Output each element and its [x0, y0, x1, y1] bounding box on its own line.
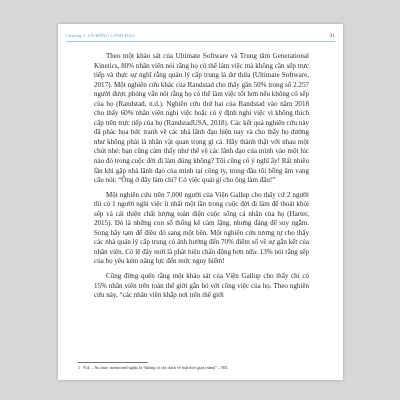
- paragraph: Một nghiên cứu trên 7.000 người của Viện Gallup cho thấy cứ 2 người thì có 1 người nghỉ việc ít nhất một lần trong cuộc đời đi làm để thoát khỏi sếp và cải thiện chất lượng toàn diện cuộc sống cá nhân của họ (Harter, 2015). Đó là những con số thống kê cảm lặng, nhưng đáng để suy ngẫm. Song hãy tạm để điều đó sang một bên. Một nghiên cứu tương tự cho thấy các nhà quản lý cấp trung có ảnh hưởng đến 70% điểm số về sự gắn kết của nhân viên. Có lẽ đây mới là phát hiện chấn động hơn nữa: 13% nói rằng sếp của họ yêu kém năng lực đến mức nguy hiểm!: [94, 190, 309, 266]
- footnote-number: 1: [78, 365, 81, 370]
- footnote-text: N.d. – No date: mentioned nghĩa là “không có chỉ thích về mặt thời gian (năm)” – ND.: [83, 365, 229, 370]
- page-number: 31: [329, 33, 335, 39]
- paragraph: Theo một khảo sát của Ultimate Software và Trung tâm Generational Kinetics, 80% nhân viên nói rằng họ có thể làm việc mà không cần sếp trực tiếp và thực sự nghĩ rằng quản lý cấp trung là dư thừa (Ultimate Software, 2017). Một nghiên cứu khác của Randstad cho thấy gần 50% trong số 2.257 người được phỏng vấn nói rằng họ có thể làm việc tốt hơn nếu không có sếp của họ (Randstad, n.d.). Nghiên cứu thứ hai của Randstad vào năm 2018 cho thấy 60% nhân viên nghỉ việc hoặc có ý định nghỉ việc vì không thích cấp trên trực tiếp của họ (RandstadUSA, 2018). Các kết quả nghiên cứu này đã phác họa bức tranh về các nhà lãnh đạo hiện nay và cho thấy họ dường như không phải là nhân vật quan trọng gì cả. Hãy thành thật với nhau một chút nhé: bạn cũng cảm thấy như thế về các lãnh đạo của mình vào một lúc nào đó trong cuộc đời đi làm đúng không? Tôi cũng có ý nghĩ ấy! Rất nhiều lần khi gặp nhà lãnh đạo của mình tại công ty, trong đầu tôi bỗng âm vang câu nói: “Ông ở đây làm chi? Có việc quái gì cho ông làm đâu!”: [94, 52, 309, 185]
- body-text: [94, 52, 309, 301]
- footnote: [78, 365, 329, 371]
- header-rule: [66, 41, 335, 42]
- footnote-rule: [78, 362, 148, 363]
- chapter-title: Chương 1: LỖ HỔNG LÃNH ĐẠO: [66, 33, 135, 38]
- book-page: [58, 24, 343, 380]
- paragraph: Cũng đừng quên rằng một khảo sát của Viện Gallup cho thấy chỉ có 15% nhân viên trên toàn thế giới gắn bó với công việc của họ. Theo nghiên cứu này, “các nhân viên khắp nơi trên thế giới: [94, 272, 309, 300]
- running-header: [66, 32, 335, 40]
